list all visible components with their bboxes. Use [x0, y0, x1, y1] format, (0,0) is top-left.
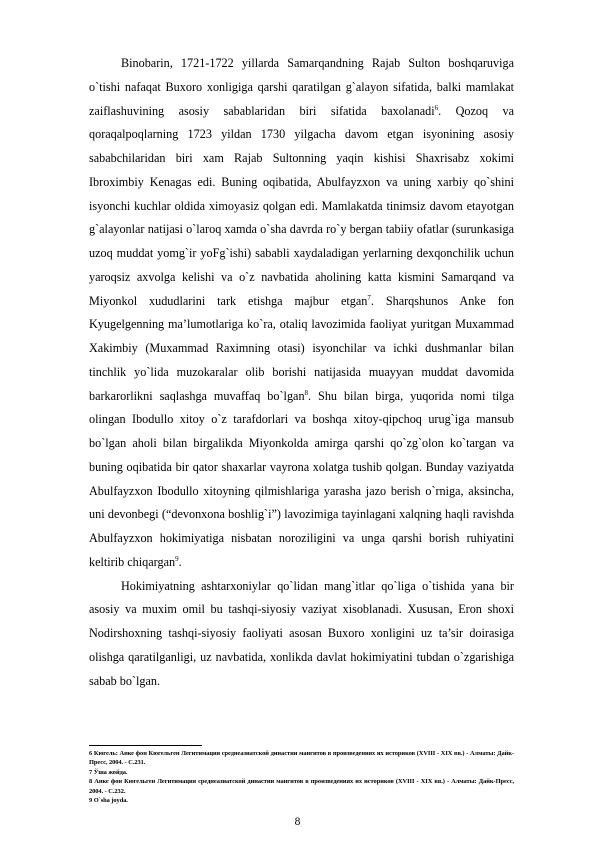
footnote-separator — [89, 745, 202, 746]
footnote: 8 Анке фон Кюгельген Легитимация среднеазиатской династии мангитов в произведениях их историков (XVIII - XIX вв.) - Алматы: Дайк-Пресс, 2004. - С.232. — [89, 778, 514, 795]
paragraph-text: . Qozoq va qoraqalpoqlarning 1723 yildan 1730 yilgacha davom etgan isyonining asosiy sababchilaridan biri xam Rajab Sultonning yaqin kishisi Shaxrisabz xokimi Ibroximbiy Kenagas edi. Buning oqibatida, Abulfayzxon va uning xarbiy qo`shini isyonchi kuchlar oldida ximoyasiz qolgan edi. Mamlakatda tinimsiz davom etayotgan g`alayonlar natijasi o`laroq xamda o`sha davrda ro`y bergan tabiiy ofatlar (surunkasiga uzoq muddat yomg`ir yoFg`ishi) sababli xaydaladigan yerlarning dexqonchilik uchun yaroqsiz axvolga kelishi va o`z navbatida aholining katta kismini Samarqand va Miyonkol xududlarini tark etishga majbur etgan — [89, 103, 514, 308]
page-number: 8 — [294, 816, 301, 828]
footnote-ref: 6 — [434, 103, 439, 112]
paragraph-text: . — [178, 554, 182, 569]
footnotes — [89, 749, 514, 805]
paragraph-text: . Shu bilan birga, yuqorida nomi tilga olingan Ibodullo xitoy o`z tarafdorlari va boshqa xitoy-qipchoq urug`iga mansub bo`lgan aholi bilan birgalikda Miyonkolda amirga qarshi qo`zg`olon ko`targan va buning oqibatida bir qator shaxarlar vayrona xolatga tushib qolgan. Bunday vaziyatda Abulfayzxon Ibodullo xitoyning qilmishlariga yarasha jazo berish o`rniga, aksincha, uni devonbegi (“devonxona boshlig`i”) lavozimiga tayinlagani xalqning haqli ravishda Abulfayzxon hokimiyatiga nisbatan noroziligini va unga qarshi borish ruhiyatini keltirib chiqargan — [89, 388, 514, 569]
paragraph-text: Binobarin, 1721-1722 yillarda Samarqandning Rajab Sulton boshqaruviga o`tishi nafaqat Buxoro xonligiga qarshi qaratilgan g`alayon sifatida, balki mamlakat zaiflashuvining asosiy sabablaridan biri sifatida baxolanadi — [89, 56, 514, 118]
footnote: 6 Кюгель: Анке фон Кюгельген Легитимация среднеазиатской династии мангитов в произведениях их историков (XVIII - XIX вв.) - Алматы: Дайк-Пресс, 2004. - С.231. — [89, 750, 514, 767]
footnote-ref: 8 — [304, 388, 309, 397]
footnote: 7 Ўша жойда. — [89, 768, 128, 776]
footnote: 9 O`sha joyda. — [89, 797, 128, 805]
footnote-ref: 9 — [175, 554, 179, 563]
paragraph-text: Hokimiyatning ashtarxoniylar qo`lidan mang`itlar qo`liga o`tishida yana bir asosiy va muxim omil bu tashqi-siyosiy vaziyat xisoblanadi. Xususan, Eron shoxi Nodirshoxning tashqi-siyosiy faoliyati asosan Buxoro xonligini uz ta’sir doirasiga olishga qaratilganligi, uz navbatida, xonlikda davlat hokimiyatini tubdan o`zgarishiga sabab bo`lgan. — [89, 578, 514, 688]
body-text — [89, 52, 514, 693]
paragraph — [89, 575, 514, 694]
paragraph — [89, 52, 514, 575]
paragraph-text: . Sharqshunos Anke fon Kyugelgenning ma’lumotlariga ko`ra, otaliq lavozimida faoliyat yuritgan Muxammad Xakimbiy (Muxammad Raximning otasi) isyonchilar va ichki dushmanlar bilan tinchlik yo`lida muzokaralar olib borishi natijasida muayyan muddat davomida barkarorlikni saqlashga muvaffaq bo`lgan — [89, 293, 514, 403]
footnote-ref: 7 — [367, 293, 371, 302]
